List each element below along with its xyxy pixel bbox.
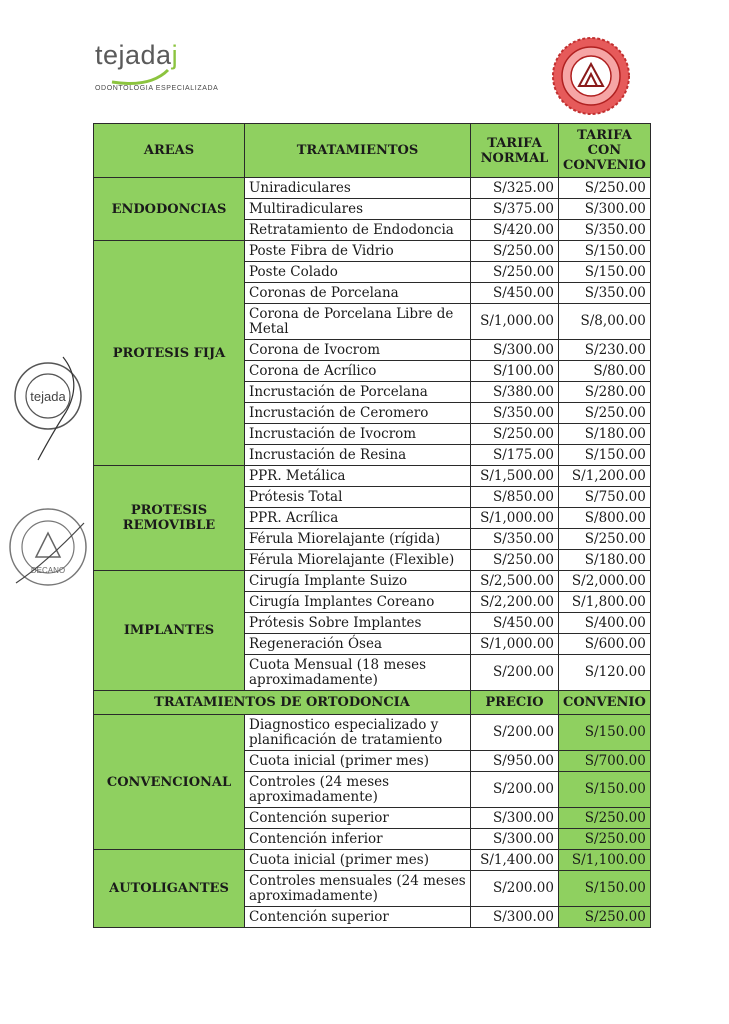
- normal-price-cell: S/300.00: [471, 907, 559, 928]
- table-row: [94, 241, 651, 262]
- treatment-cell: Corona de Acrílico: [245, 361, 471, 382]
- treatment-cell: Incrustación de Resina: [245, 445, 471, 466]
- convenio-price-cell: S/180.00: [559, 550, 651, 571]
- convenio-price-cell: S/250.00: [559, 178, 651, 199]
- price-table: [93, 123, 651, 928]
- treatment-cell: Coronas de Porcelana: [245, 283, 471, 304]
- treatment-cell: Regeneración Ósea: [245, 634, 471, 655]
- convenio-price-cell: S/800.00: [559, 508, 651, 529]
- area-cell: CONVENCIONAL: [94, 715, 245, 850]
- normal-price-cell: S/250.00: [471, 262, 559, 283]
- convenio-price-cell: S/80.00: [559, 361, 651, 382]
- area-cell: IMPLANTES: [94, 571, 245, 691]
- convenio-price-cell: S/250.00: [559, 529, 651, 550]
- normal-price-cell: S/1,000.00: [471, 304, 559, 340]
- normal-price-cell: S/250.00: [471, 424, 559, 445]
- convenio-price-cell: S/250.00: [559, 829, 651, 850]
- normal-price-cell: S/1,400.00: [471, 850, 559, 871]
- normal-price-cell: S/420.00: [471, 220, 559, 241]
- convenio-price-cell: S/150.00: [559, 262, 651, 283]
- column-header-tratamientos: TRATAMIENTOS: [245, 124, 471, 178]
- convenio-price-cell: S/250.00: [559, 907, 651, 928]
- convenio-price-cell: S/250.00: [559, 403, 651, 424]
- normal-price-cell: S/325.00: [471, 178, 559, 199]
- treatment-cell: Contención inferior: [245, 829, 471, 850]
- normal-price-cell: S/200.00: [471, 715, 559, 751]
- normal-price-cell: S/300.00: [471, 340, 559, 361]
- treatment-cell: Poste Fibra de Vidrio: [245, 241, 471, 262]
- normal-price-cell: S/350.00: [471, 529, 559, 550]
- treatment-cell: PPR. Acrílica: [245, 508, 471, 529]
- area-cell: ENDODONCIAS: [94, 178, 245, 241]
- normal-price-cell: S/300.00: [471, 829, 559, 850]
- normal-price-cell: S/250.00: [471, 550, 559, 571]
- treatment-cell: Retratamiento de Endodoncia: [245, 220, 471, 241]
- convenio-price-cell: S/180.00: [559, 424, 651, 445]
- area-cell: AUTOLIGANTES: [94, 850, 245, 928]
- column-header-tarifa-normal: TARIFA NORMAL: [471, 124, 559, 178]
- stamp-decano-text: DECANO: [30, 566, 66, 575]
- area-cell: PROTESIS FIJA: [94, 241, 245, 466]
- logo-swoosh-icon: [110, 22, 220, 92]
- convenio-price-cell: S/1,800.00: [559, 592, 651, 613]
- cip-seal-icon: [551, 36, 631, 116]
- normal-price-cell: S/350.00: [471, 403, 559, 424]
- treatment-cell: Férula Miorelajante (rígida): [245, 529, 471, 550]
- treatment-cell: Incrustación de Ceromero: [245, 403, 471, 424]
- convenio-price-cell: S/1,200.00: [559, 466, 651, 487]
- normal-price-cell: S/380.00: [471, 382, 559, 403]
- convenio-price-cell: S/150.00: [559, 241, 651, 262]
- treatment-cell: Incrustación de Porcelana: [245, 382, 471, 403]
- convenio-price-cell: S/350.00: [559, 283, 651, 304]
- convenio-price-cell: S/8,00.00: [559, 304, 651, 340]
- treatment-cell: Contención superior: [245, 907, 471, 928]
- treatment-cell: Poste Colado: [245, 262, 471, 283]
- treatment-cell: Contención superior: [245, 808, 471, 829]
- treatment-cell: Cirugía Implantes Coreano: [245, 592, 471, 613]
- treatment-cell: Controles mensuales (24 meses aproximadamente): [245, 871, 471, 907]
- convenio-price-cell: S/120.00: [559, 655, 651, 691]
- ortho-header-row: [94, 691, 651, 715]
- convenio-price-cell: S/2,000.00: [559, 571, 651, 592]
- convenio-price-cell: S/350.00: [559, 220, 651, 241]
- treatment-cell: Prótesis Sobre Implantes: [245, 613, 471, 634]
- convenio-price-cell: S/230.00: [559, 340, 651, 361]
- logo-subtitle: ODONTOLOGIA ESPECIALIZADA: [95, 85, 219, 92]
- ortho-price-header: PRECIO: [471, 691, 559, 715]
- treatment-cell: Controles (24 meses aproximadamente): [245, 772, 471, 808]
- convenio-price-cell: S/1,100.00: [559, 850, 651, 871]
- logo-word-main: tejada: [95, 40, 172, 70]
- convenio-price-cell: S/280.00: [559, 382, 651, 403]
- column-header-areas: AREAS: [94, 124, 245, 178]
- convenio-price-cell: S/150.00: [559, 772, 651, 808]
- table-row: [94, 571, 651, 592]
- column-header-tarifa-convenio: TARIFA CON CONVENIO: [559, 124, 651, 178]
- convenio-price-cell: S/150.00: [559, 715, 651, 751]
- treatment-cell: Incrustación de Ivocrom: [245, 424, 471, 445]
- table-row: [94, 850, 651, 871]
- treatment-cell: Cirugía Implante Suizo: [245, 571, 471, 592]
- normal-price-cell: S/175.00: [471, 445, 559, 466]
- convenio-price-cell: S/600.00: [559, 634, 651, 655]
- table-row: [94, 715, 651, 751]
- area-cell: PROTESIS REMOVIBLE: [94, 466, 245, 571]
- normal-price-cell: S/300.00: [471, 808, 559, 829]
- treatment-cell: Corona de Porcelana Libre de Metal: [245, 304, 471, 340]
- treatment-cell: Prótesis Total: [245, 487, 471, 508]
- normal-price-cell: S/1,000.00: [471, 634, 559, 655]
- normal-price-cell: S/2,200.00: [471, 592, 559, 613]
- ortho-section-title: TRATAMIENTOS DE ORTODONCIA: [94, 691, 471, 715]
- treatment-cell: Cuota inicial (primer mes): [245, 751, 471, 772]
- normal-price-cell: S/850.00: [471, 487, 559, 508]
- normal-price-cell: S/450.00: [471, 613, 559, 634]
- decano-stamp-icon: [6, 503, 92, 595]
- treatment-cell: Cuota inicial (primer mes): [245, 850, 471, 871]
- convenio-price-cell: S/700.00: [559, 751, 651, 772]
- normal-price-cell: S/950.00: [471, 751, 559, 772]
- treatment-cell: PPR. Metálica: [245, 466, 471, 487]
- normal-price-cell: S/100.00: [471, 361, 559, 382]
- treatment-cell: Cuota Mensual (18 meses aproximadamente): [245, 655, 471, 691]
- normal-price-cell: S/2,500.00: [471, 571, 559, 592]
- treatment-cell: Uniradiculares: [245, 178, 471, 199]
- normal-price-cell: S/1,000.00: [471, 508, 559, 529]
- treatment-cell: Diagnostico especializado y planificación de tratamiento: [245, 715, 471, 751]
- normal-price-cell: S/1,500.00: [471, 466, 559, 487]
- logo-word-j: j: [171, 40, 179, 70]
- convenio-price-cell: S/250.00: [559, 808, 651, 829]
- normal-price-cell: S/200.00: [471, 772, 559, 808]
- normal-price-cell: S/375.00: [471, 199, 559, 220]
- table-row: [94, 466, 651, 487]
- normal-price-cell: S/450.00: [471, 283, 559, 304]
- treatment-cell: Férula Miorelajante (Flexible): [245, 550, 471, 571]
- normal-price-cell: S/200.00: [471, 655, 559, 691]
- table-row: [94, 178, 651, 199]
- stamp-tejada-text: tejada: [30, 389, 66, 404]
- convenio-price-cell: S/150.00: [559, 871, 651, 907]
- normal-price-cell: S/200.00: [471, 871, 559, 907]
- treatment-cell: Multiradiculares: [245, 199, 471, 220]
- normal-price-cell: S/250.00: [471, 241, 559, 262]
- ortho-convenio-header: CONVENIO: [559, 691, 651, 715]
- tejada-stamp-icon: [8, 352, 93, 462]
- convenio-price-cell: S/150.00: [559, 445, 651, 466]
- table-header-row: [94, 124, 651, 178]
- treatment-cell: Corona de Ivocrom: [245, 340, 471, 361]
- convenio-price-cell: S/400.00: [559, 613, 651, 634]
- convenio-price-cell: S/300.00: [559, 199, 651, 220]
- convenio-price-cell: S/750.00: [559, 487, 651, 508]
